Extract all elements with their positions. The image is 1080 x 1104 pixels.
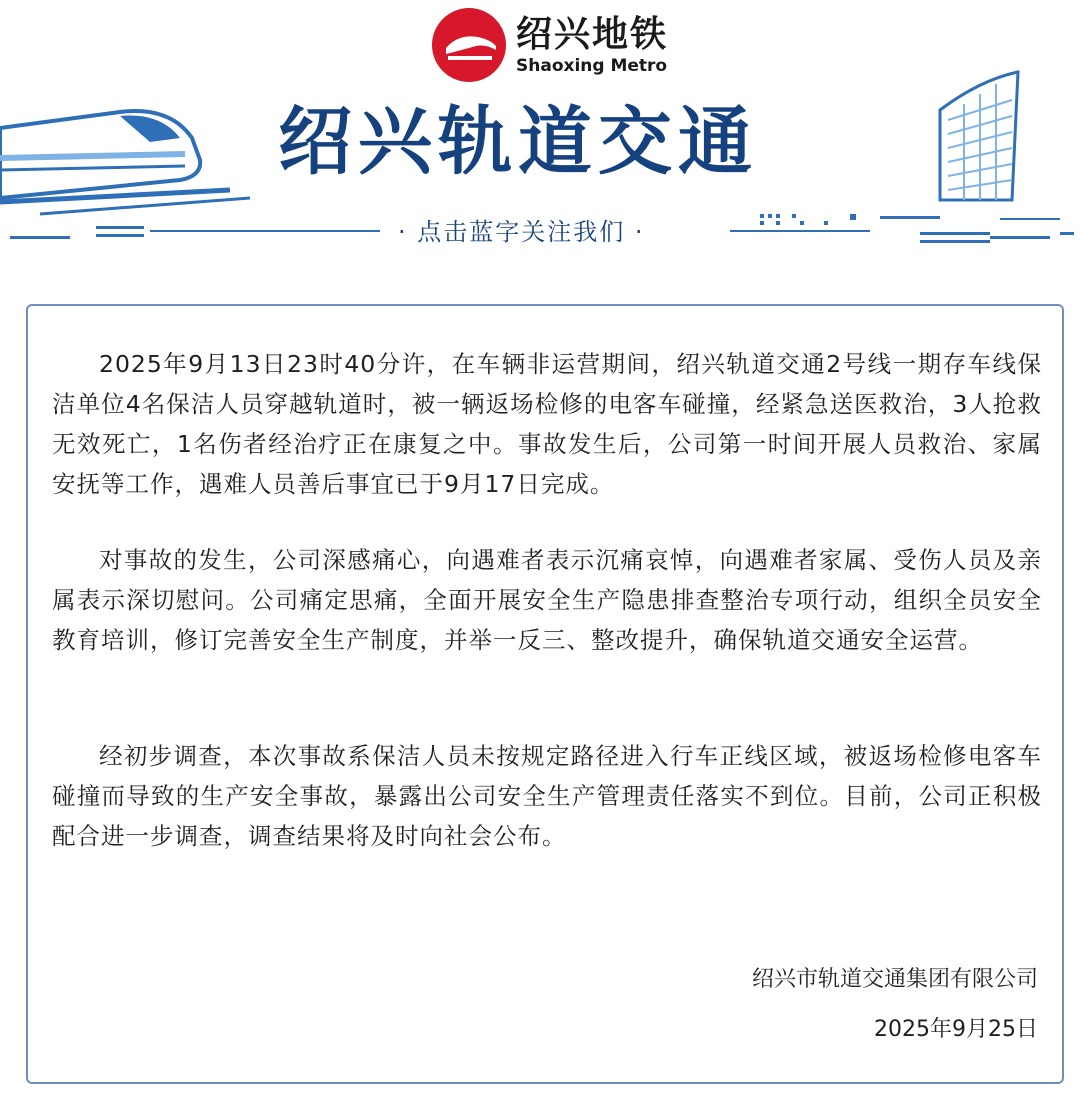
signature-organization: 绍兴市轨道交通集团有限公司	[751, 967, 1038, 992]
subtitle-row	[0, 208, 1080, 248]
header-banner	[0, 0, 1080, 270]
follow-us-subtitle[interactable]: · 点击蓝字关注我们 ·	[398, 218, 645, 246]
logo-english-name: Shaoxing Metro	[516, 56, 668, 76]
metro-logo-icon	[432, 8, 506, 82]
building-icon	[900, 70, 1050, 210]
logo-chinese-name: 绍兴地铁	[516, 14, 669, 55]
train-icon	[0, 98, 250, 218]
metro-logo	[432, 8, 668, 82]
banner-title: 绍兴轨道交通	[278, 99, 758, 185]
statement-paragraph-1: 2025年9月13日23时40分许，在车辆非运营期间，绍兴轨道交通2号线一期存车线保洁单位4名保洁人员穿越轨道时，被一辆返场检修的电客车碰撞，经紧急送医救治，3人抢救无效死亡，1名伤者经治疗正在康复之中。事故发生后，公司第一时间开展人员救治、家属安抚等工作，遇难人员善后事宜已于9月17日完成。	[52, 350, 1042, 498]
statement-paragraph-3: 经初步调查，本次事故系保洁人员未按规定路径进入行车正线区域，被返场检修电客车碰撞而导致的生产安全事故，暴露出公司安全生产管理责任落实不到位。目前，公司正积极配合进一步调查，调查结果将及时向社会公布。	[52, 742, 1042, 850]
signature-date: 2025年9月25日	[874, 1017, 1038, 1042]
statement-paragraph-2: 对事故的发生，公司深感痛心，向遇难者表示沉痛哀悼，向遇难者家属、受伤人员及亲属表示深切慰问。公司痛定思痛，全面开展安全生产隐患排查整治专项行动，组织全员安全教育培训，修订完善安全生产制度，并举一反三、整改提升，确保轨道交通安全运营。	[52, 546, 1042, 654]
